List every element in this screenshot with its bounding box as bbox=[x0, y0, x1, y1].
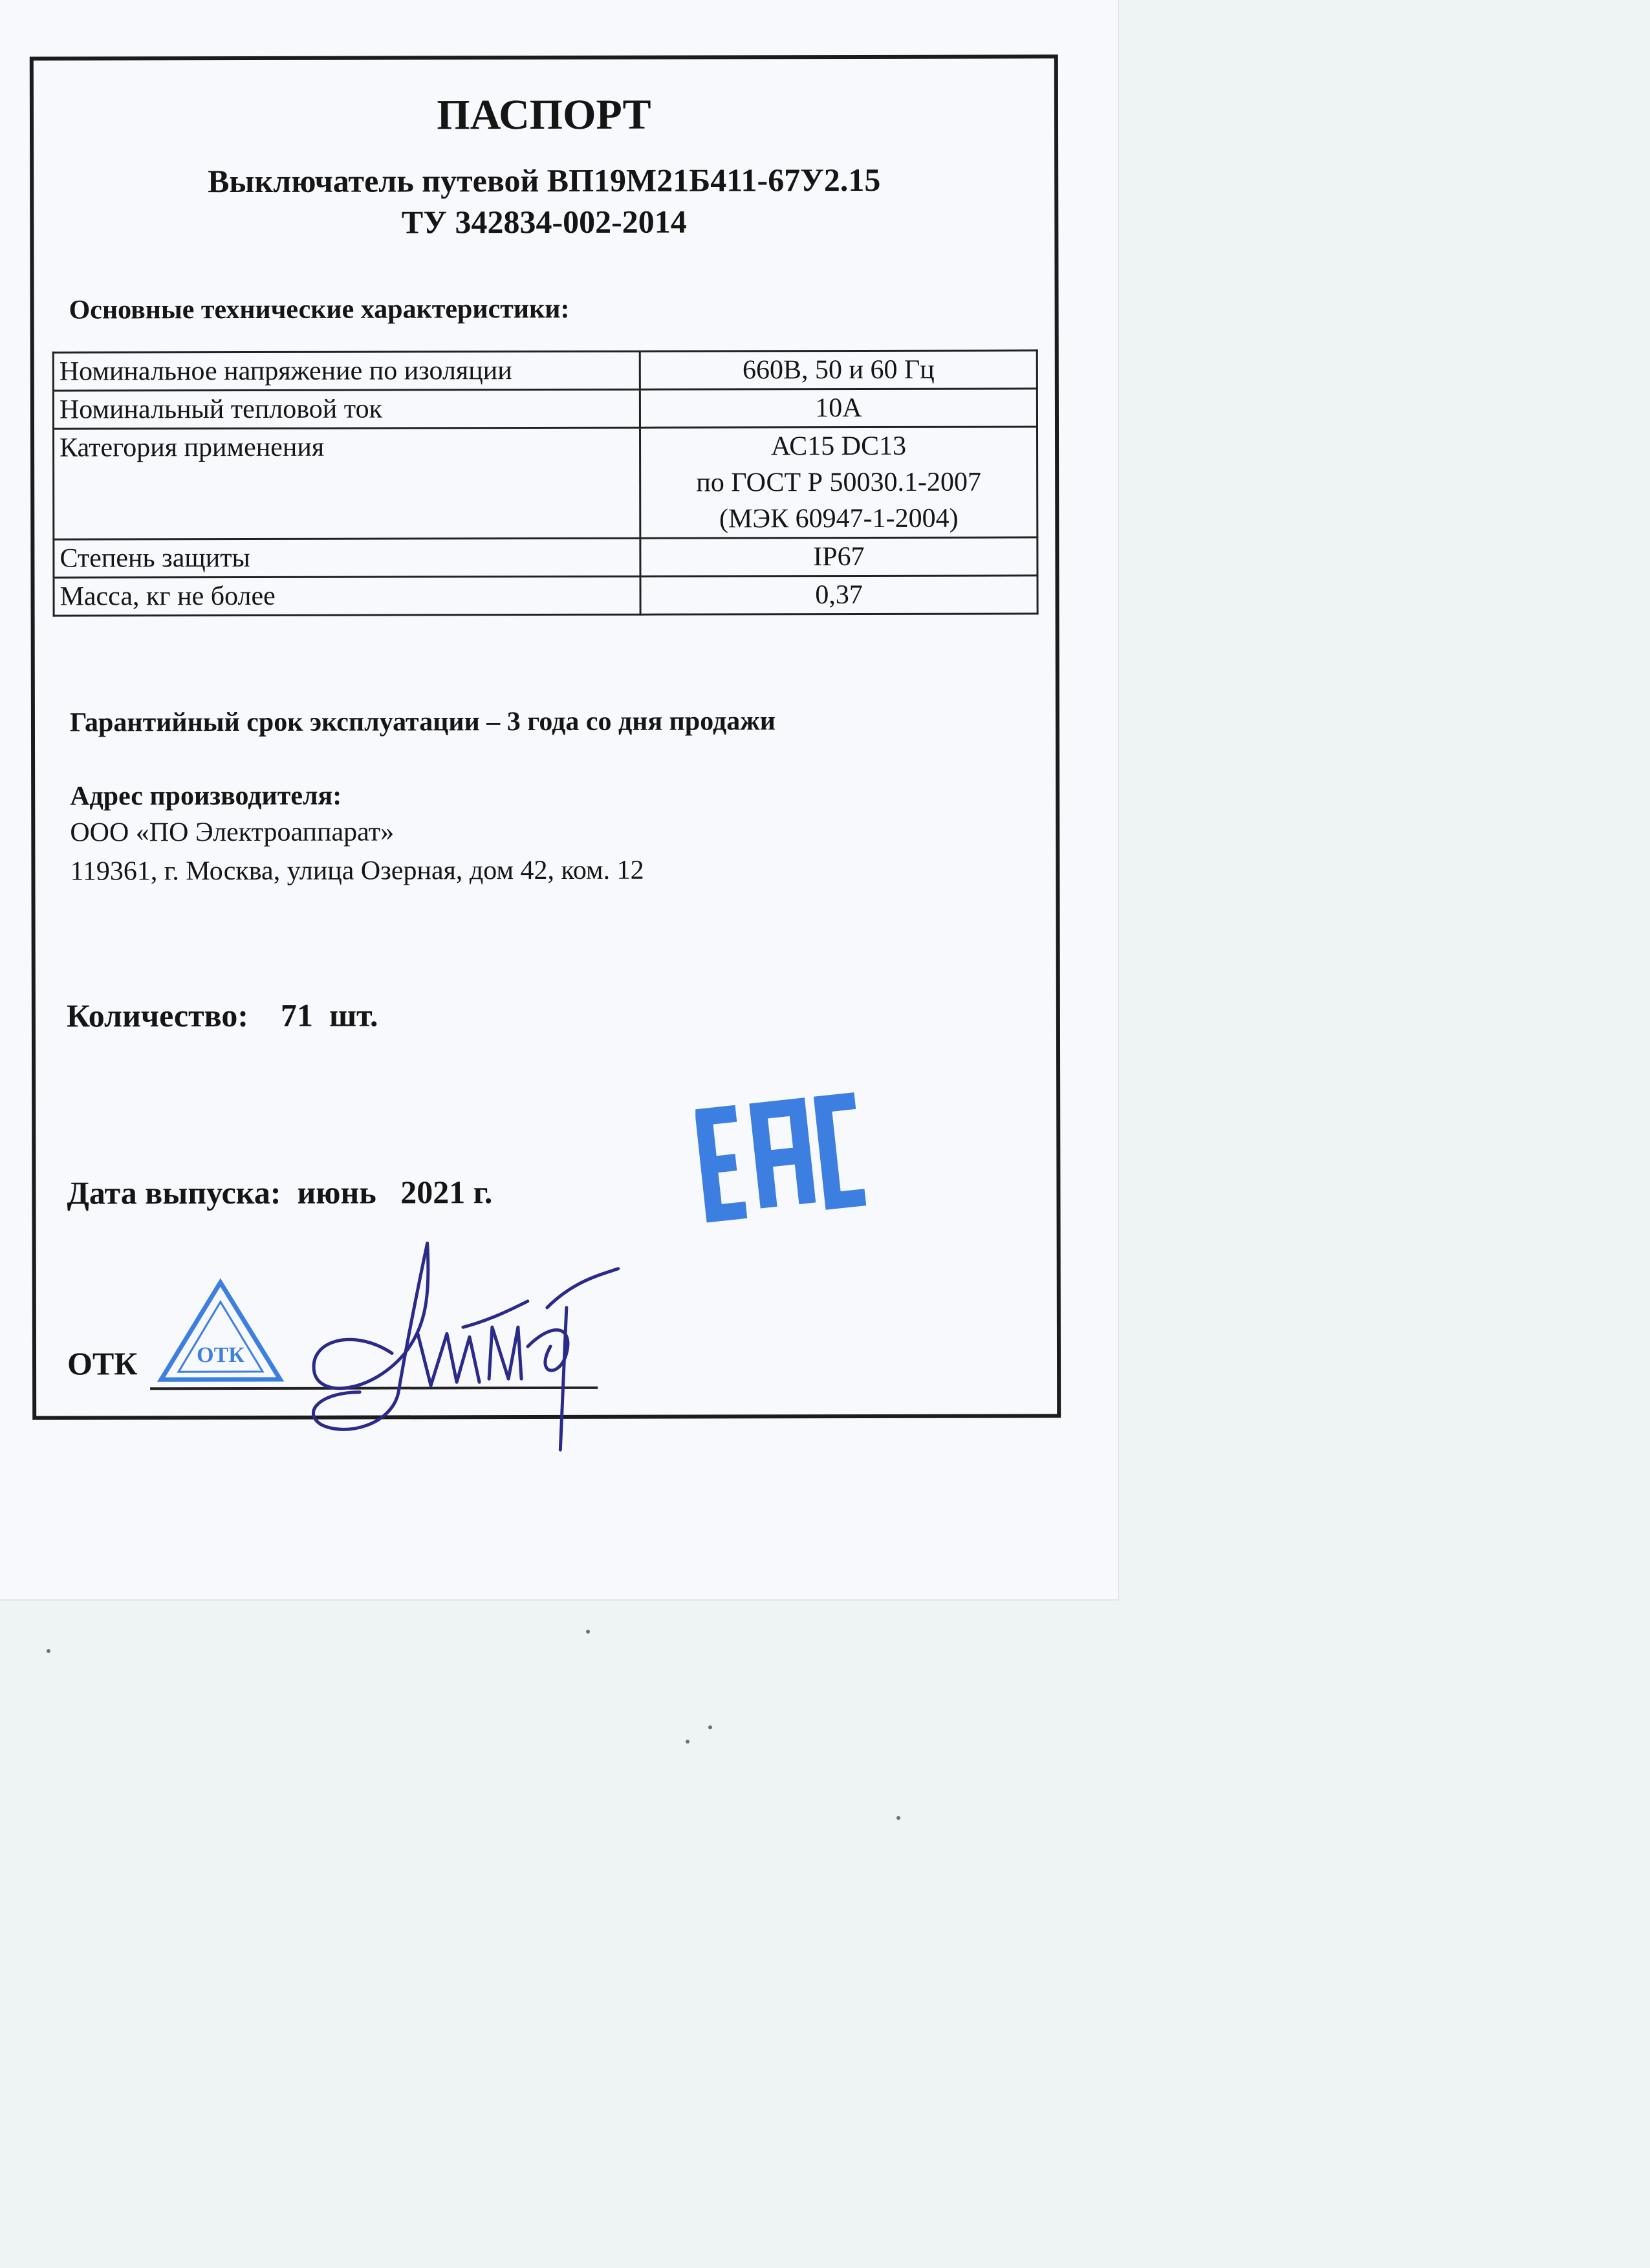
spec-name: Номинальное напряжение по изоляции bbox=[53, 351, 640, 391]
table-row bbox=[53, 427, 1037, 539]
spec-value-line: 0,37 bbox=[815, 579, 863, 610]
manufacturer-address: 119361, г. Москва, улица Озерная, дом 42, ком. 12 bbox=[70, 855, 644, 887]
quantity: Количество: 71 шт. bbox=[66, 997, 378, 1034]
spec-value-line: 660В, 50 и 60 Гц bbox=[742, 354, 935, 385]
table-row bbox=[53, 351, 1037, 391]
scan-speck bbox=[47, 1649, 50, 1653]
technical-spec-number: ТУ 342834-002-2014 bbox=[401, 203, 687, 241]
passport-sheet bbox=[0, 0, 1119, 1601]
product-name: Выключатель путевой ВП19М21Б411-67У2.15 bbox=[207, 161, 881, 200]
eac-mark-icon bbox=[695, 1081, 909, 1230]
spec-value bbox=[640, 576, 1037, 614]
spec-value bbox=[640, 351, 1037, 389]
spec-name: Степень защиты bbox=[54, 538, 640, 578]
spec-value-line: 10А bbox=[815, 393, 862, 424]
spec-name: Масса, кг не более bbox=[54, 576, 640, 616]
document-title: ПАСПОРТ bbox=[437, 91, 651, 139]
document-frame bbox=[30, 54, 1061, 1420]
otk-stamp-text: ОТК bbox=[197, 1343, 244, 1368]
spec-name: Номинальный тепловой ток bbox=[53, 389, 640, 429]
specs-table bbox=[52, 349, 1039, 616]
table-row bbox=[54, 537, 1037, 578]
table-row bbox=[54, 576, 1037, 616]
scan-speck bbox=[586, 1630, 590, 1634]
release-date: Дата выпуска: июнь 2021 г. bbox=[67, 1174, 493, 1211]
spec-value-line: (МЭК 60947-1-2004) bbox=[719, 503, 959, 534]
scan-speck bbox=[686, 1740, 689, 1744]
spec-value bbox=[640, 427, 1037, 538]
spec-value bbox=[640, 389, 1037, 427]
address-heading: Адрес производителя: bbox=[70, 781, 342, 812]
table-row bbox=[53, 389, 1037, 429]
otk-label: ОТК bbox=[67, 1345, 138, 1382]
scan-speck bbox=[896, 1816, 900, 1820]
warranty-text: Гарантийный срок эксплуатации – 3 года со дня продажи bbox=[69, 706, 776, 738]
specs-heading: Основные технические характеристики: bbox=[69, 294, 570, 325]
manufacturer-name: ООО «ПО Электроаппарат» bbox=[70, 817, 395, 848]
spec-value-line: по ГОСТ Р 50030.1-2007 bbox=[696, 467, 982, 498]
signature-icon bbox=[295, 1230, 645, 1470]
spec-name: Категория применения bbox=[53, 427, 640, 539]
otk-stamp-icon bbox=[156, 1276, 285, 1386]
spec-value-line: IP67 bbox=[813, 541, 865, 572]
spec-value-line: АС15 DC13 bbox=[770, 431, 907, 462]
spec-value bbox=[640, 537, 1037, 576]
scan-speck bbox=[708, 1725, 712, 1729]
